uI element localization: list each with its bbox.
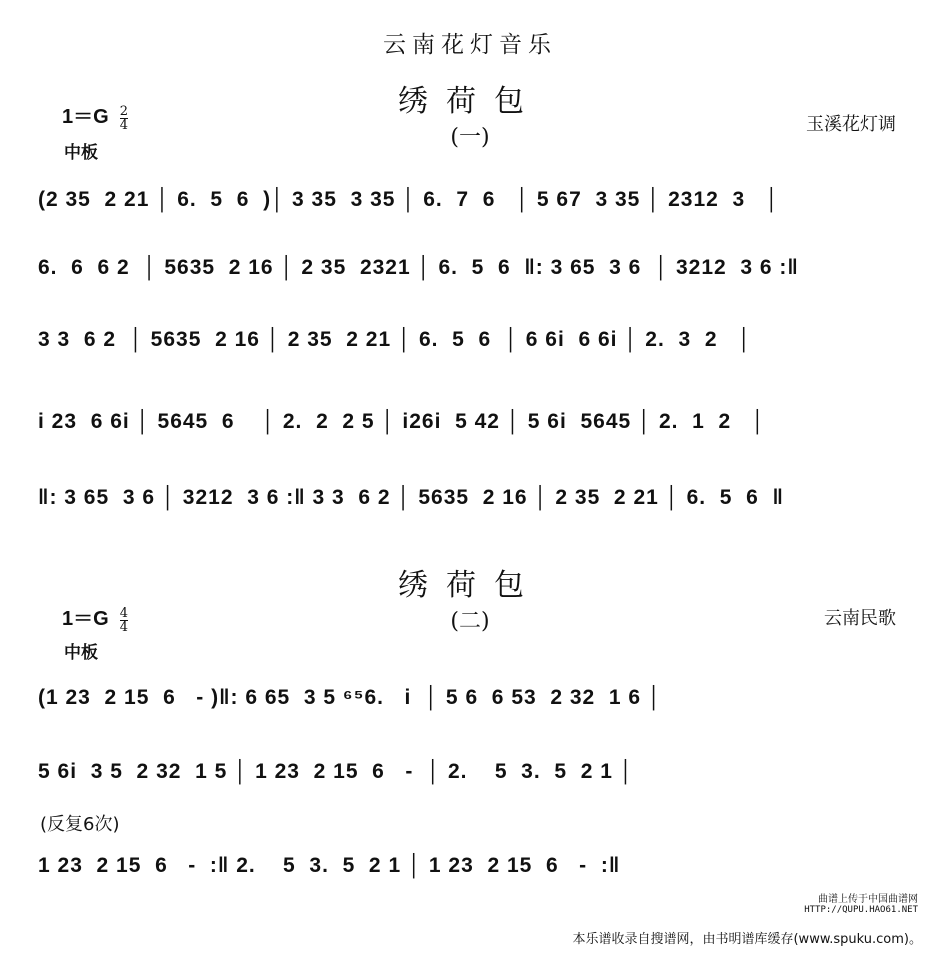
song1-key-signature: [62, 100, 128, 132]
song2-number: (二): [450, 609, 490, 634]
song2-meter-bottom: 4: [119, 620, 129, 635]
song1-meter-top: 2: [119, 104, 129, 119]
song2-staff-line-3: [30, 848, 900, 888]
song1-number: (一): [450, 125, 490, 150]
song1-source: 玉溪花灯调: [806, 114, 896, 135]
song2-staff-line-1: [30, 680, 900, 720]
song2-title: 绣荷包: [398, 568, 542, 603]
song2-key: 1＝G: [62, 608, 109, 630]
repeat-note: (反复6次): [40, 814, 120, 835]
score-line: 6. 6 6 2 │ 5635 2 16 │ 2 35 2321 │ 6. 5 6 ‖: 3 65 3 6 │ 3212 3 6 :‖: [38, 256, 799, 279]
song1-title: 绣荷包: [398, 84, 542, 119]
score-line: 1 23 2 15 6 - :‖ 2. 5 3. 5 2 1 │ 1 23 2 15 6 - :‖: [38, 854, 621, 877]
song2-tempo: 中板: [64, 643, 98, 663]
song2-meter: [120, 607, 128, 634]
song1-staff-line-1: [30, 182, 900, 222]
score-line: 3 3 6 2 │ 5635 2 16 │ 2 35 2 21 │ 6. 5 6 │ 6 6i 6 6i │ 2. 3 2 │: [38, 328, 753, 351]
song1-staff-line-3: [30, 322, 900, 362]
song2-staff-line-2: [30, 754, 900, 794]
song1-staff-line-2: [30, 250, 900, 290]
song1-meter-bottom: 4: [119, 118, 129, 133]
score-line: ‖: 3 65 3 6 │ 3212 3 6 :‖ 3 3 6 2 │ 5635 2 16 │ 2 35 2 21 │ 6. 5 6 ‖: [38, 486, 784, 509]
song1-key: 1＝G: [62, 106, 109, 128]
song1-staff-line-4: [30, 404, 900, 444]
credit-line: 本乐谱收录自搜谱网，由书明谱库缓存(www.spuku.com)。: [572, 932, 922, 947]
site-watermark: [804, 894, 918, 916]
score-line: (1 23 2 15 6 - )‖: 6 65 3 5 ⁶⁵6. i │ 5 6 6 53 2 32 1 6 │: [38, 686, 663, 709]
song1-tempo: 中板: [64, 143, 98, 163]
song1-staff-line-5: [30, 480, 900, 520]
score-line: i 23 6 6i │ 5645 6 │ 2. 2 2 5 │ i26i 5 42 │ 5 6i 5645 │ 2. 1 2 │: [38, 410, 766, 433]
score-line: 5 6i 3 5 2 32 1 5 │ 1 23 2 15 6 - │ 2. 5 3. 5 2 1 │: [38, 760, 634, 783]
song2-source: 云南民歌: [824, 608, 896, 629]
song2-meter-top: 4: [119, 606, 129, 621]
site-line-2: HTTP://QUPU.HAO61.NET: [804, 905, 918, 915]
site-line-1: 曲谱上传于中国曲谱网: [818, 894, 918, 905]
song2-key-signature: [62, 602, 128, 634]
collection-title: 云南花灯音乐: [383, 32, 557, 58]
song1-meter: [120, 105, 128, 132]
score-line: (2 35 2 21 │ 6. 5 6 )│ 3 35 3 35 │ 6. 7 6 │ 5 67 3 35 │ 2312 3 │: [38, 188, 780, 211]
